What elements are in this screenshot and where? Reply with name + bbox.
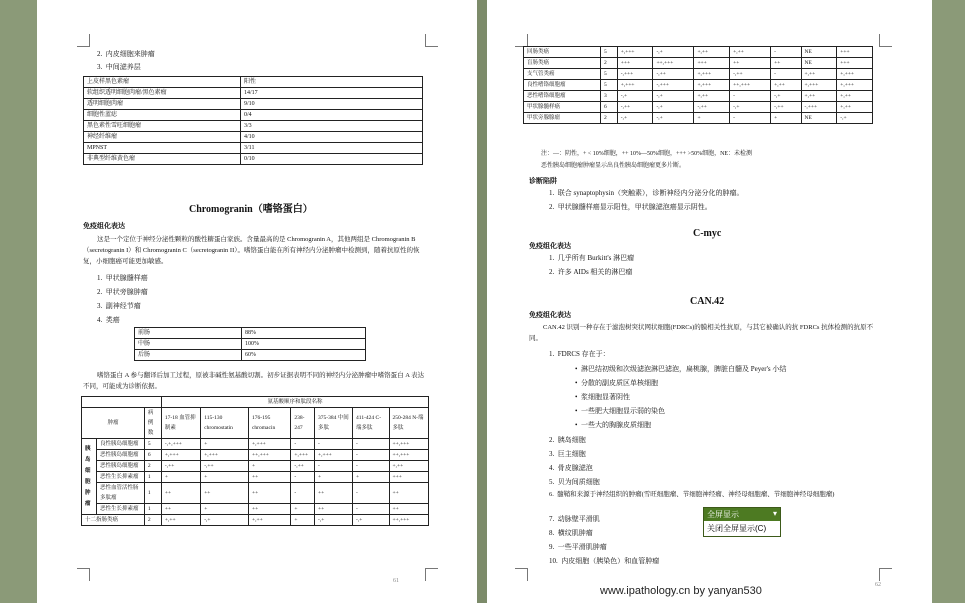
- table-cell: MPNST: [84, 143, 241, 154]
- table-cell: 阳性: [241, 77, 423, 88]
- table-cell: ++: [314, 504, 352, 515]
- list-item: 9. 一些平滑肌肿瘤: [549, 543, 607, 551]
- table-cell: -,++: [653, 69, 694, 80]
- table-cell: NE: [801, 113, 837, 124]
- table-row: [82, 461, 429, 472]
- list-item: 4. 类癌: [97, 316, 120, 324]
- table-cell: 恶性嗜铬细胞瘤: [524, 91, 601, 102]
- table-header-cell: 病例数: [144, 408, 161, 439]
- paragraph: 嗜铬蛋白 A 参与翻译后加工过程，原被非碱性氨基酸切割。初步证据表明不同的神经内分泌肿瘤中嗜铬蛋白 A 表达不同，可能成为诊断依据。: [83, 372, 425, 390]
- table-cell: +,+++: [617, 80, 653, 91]
- table-cell: +++: [694, 58, 730, 69]
- table-cell: ++: [248, 472, 290, 483]
- table-cell: +: [248, 461, 290, 472]
- table-cell: 黑色素性雪旺细胞瘤: [84, 121, 241, 132]
- table-cell: -,++: [201, 461, 249, 472]
- list-item: 4. 骨皮腺滤泡: [549, 464, 593, 472]
- table-cell: -: [353, 461, 389, 472]
- table-cell: -,++: [617, 102, 653, 113]
- table-cell: 甲状旁腺腺瘤: [524, 113, 601, 124]
- table-row: [82, 483, 429, 504]
- table-cell: -: [353, 450, 389, 461]
- table-cell: NE: [801, 47, 837, 58]
- table-cell: -,++: [730, 69, 771, 80]
- table-cell: +,+++: [801, 80, 837, 91]
- table-cell: -,+: [730, 102, 771, 113]
- section-title: CAN.42: [690, 296, 725, 307]
- table-row: [524, 113, 873, 124]
- table-cell: +,++: [694, 47, 730, 58]
- table-cell: 2: [601, 113, 618, 124]
- table-cell: ++: [389, 483, 429, 504]
- table-cell: +: [161, 472, 200, 483]
- table-cell: 0/10: [241, 154, 423, 165]
- table-cell: -: [353, 439, 389, 450]
- table-row: [135, 328, 366, 339]
- table-cell: ++: [201, 483, 249, 504]
- table-cell: +++: [389, 472, 429, 483]
- table-cell: +,+++: [617, 47, 653, 58]
- table-cell: -: [291, 472, 315, 483]
- table-cell: 十二指肠类癌: [82, 515, 145, 526]
- table-cell: -,+: [653, 113, 694, 124]
- table-row: [84, 154, 423, 165]
- crop-mark: [879, 568, 892, 581]
- table-row: [524, 58, 873, 69]
- table-cell: 恶性胰岛细胞瘤: [97, 461, 145, 472]
- table-cell: -,+: [617, 113, 653, 124]
- table-cell: 中肠: [135, 339, 242, 350]
- table-cell: -: [730, 91, 771, 102]
- table-cell: +,++: [389, 461, 429, 472]
- table-cell: -,+: [771, 91, 801, 102]
- section-heading: 免疫组化表达: [529, 242, 571, 250]
- paragraph: CAN.42 识别一种存在于滤泡树突状网状细胞(FDRCs)的膜相关性抗原，与其它被确认的抗 FDRCs 抗体检测的抗原不同。: [529, 324, 874, 342]
- table-row: [84, 143, 423, 154]
- table-cell: 前肠: [135, 328, 242, 339]
- table-cell: +: [291, 504, 315, 515]
- table-cell: 后肠: [135, 350, 242, 361]
- table-cell: -,++: [694, 102, 730, 113]
- table-cell: 0/4: [241, 110, 423, 121]
- table-cell: ++: [314, 483, 352, 504]
- table-cell: 100%: [242, 339, 366, 350]
- table-row: [84, 121, 423, 132]
- table-cell: 2: [144, 515, 161, 526]
- table-cell: -,+++: [617, 69, 653, 80]
- list-item: 5. 贝为间质细胞: [549, 478, 600, 486]
- table-cell: -: [353, 504, 389, 515]
- table-cell: 3/3: [241, 121, 423, 132]
- crop-mark: [77, 34, 90, 47]
- table-cell: 良性胰岛细胞瘤: [97, 439, 145, 450]
- table-group-cell: 胰岛细胞肿瘤: [82, 439, 97, 515]
- table-cell: NE: [801, 58, 837, 69]
- table-cell: 恶性生长抑素瘤: [97, 472, 145, 483]
- left-page[interactable]: [37, 0, 477, 603]
- table-cell: 上皮样黑色素瘤: [84, 77, 241, 88]
- table-cell: 3: [601, 91, 618, 102]
- table-cell: 支气管类癌: [524, 69, 601, 80]
- table-cell: +,++: [248, 515, 290, 526]
- table-cell: +++: [837, 58, 873, 69]
- table-cell: +,+++: [837, 69, 873, 80]
- table-cell: +,+++: [837, 80, 873, 91]
- table-cell: 5: [601, 47, 618, 58]
- list-item: 10. 内皮细胞（胰染色）和血管肿瘤: [549, 557, 660, 565]
- bullet-item: • 分散的副皮质区单核细胞: [575, 379, 658, 387]
- table-cell: 恶性血管活性肠多肽瘤: [97, 483, 145, 504]
- table-header-cell: 375-384 中间多肽: [314, 408, 352, 439]
- table-cell: 6: [601, 102, 618, 113]
- table-cell: +,+++: [248, 439, 290, 450]
- table-cell: 盲肠类癌: [524, 58, 601, 69]
- table-cell: ++: [389, 504, 429, 515]
- list-item: 2. 许多 AIDs 相关的淋巴瘤: [549, 268, 633, 276]
- table-cell: -,+: [653, 102, 694, 113]
- table-cell: -,+++: [801, 102, 837, 113]
- table-row: [84, 132, 423, 143]
- table-note: 恶性胰岛细胞瘤肿瘤显示出良性胰岛细胞瘤更多片断。: [541, 163, 686, 169]
- table-header-cell: 250-284 N-端多肽: [389, 408, 429, 439]
- table-cell: 软组织透明细胞肉瘤/黑色素瘤: [84, 88, 241, 99]
- table-header-cell: 氨基酸顺序和肽段名称: [161, 397, 428, 408]
- carcinoid-table: [134, 327, 366, 361]
- page-number: 61: [393, 578, 399, 584]
- section-title: Chromogranin（嗜铬蛋白）: [189, 204, 313, 215]
- table-cell: +: [201, 472, 249, 483]
- table-cell: +: [314, 472, 352, 483]
- table-cell: 非典型纤维黄色瘤: [84, 154, 241, 165]
- section-heading: 免疫组化表达: [83, 222, 125, 230]
- table-row: [82, 397, 429, 408]
- table-cell: -: [291, 483, 315, 504]
- section-heading: 诊断陷阱: [529, 177, 557, 185]
- table-cell: ++: [161, 483, 200, 504]
- peptide-table-continued: [523, 46, 873, 124]
- menu-title-fullscreen[interactable]: [704, 508, 780, 521]
- section-heading: 免疫组化表达: [529, 311, 571, 319]
- table-cell: 88%: [242, 328, 366, 339]
- table-cell: -: [771, 69, 801, 80]
- table-cell: 5: [144, 439, 161, 450]
- table-row: [82, 472, 429, 483]
- crop-mark: [425, 34, 438, 47]
- table-cell: 60%: [242, 350, 366, 361]
- marker-table: [83, 76, 423, 165]
- list-item: 1. FDRCS 存在于：: [549, 350, 610, 358]
- table-cell: ++: [730, 58, 771, 69]
- table-cell: 5: [601, 69, 618, 80]
- table-cell: 恶性胰岛细胞瘤: [97, 450, 145, 461]
- table-row: [82, 515, 429, 526]
- table-cell: ++,+++: [248, 450, 290, 461]
- page-gutter: [477, 0, 487, 603]
- bullet-item: • 淋巴结初级和次级滤泡淋巴滤泡，扁桃腺，脾脏白髓及 Peyer's 小结: [575, 365, 787, 373]
- table-cell: +,+++: [161, 450, 200, 461]
- table-cell: -: [353, 483, 389, 504]
- table-header-cell: 238-247: [291, 408, 315, 439]
- list-item: 7. 动脉壁平滑肌: [549, 515, 600, 523]
- table-cell: +,++: [161, 515, 200, 526]
- table-cell: +: [771, 113, 801, 124]
- table-row: [524, 80, 873, 91]
- table-row: [82, 504, 429, 515]
- table-cell: 4/10: [241, 132, 423, 143]
- bullet-item: • 一些肥大细胞显示弱的染色: [575, 407, 665, 415]
- table-cell: +,+++: [201, 450, 249, 461]
- table-row: [84, 88, 423, 99]
- table-header-cell: 411-424 C-端多肽: [353, 408, 389, 439]
- table-cell: -: [771, 47, 801, 58]
- list-item: 3. 副神经节瘤: [97, 302, 141, 310]
- table-cell: 2: [144, 461, 161, 472]
- table-cell: ++,+++: [389, 450, 429, 461]
- table-cell: 神经纤维瘤: [84, 132, 241, 143]
- list-item: 2. 甲状腺髓样癌显示阳性，甲状腺滤泡癌显示阴性。: [549, 203, 712, 211]
- table-cell: -,+++: [653, 80, 694, 91]
- list-item: 1. 联合 synaptophysin（突触素），诊断神经内分泌分化的肿瘤。: [549, 189, 744, 197]
- table-cell: 1: [144, 472, 161, 483]
- fullscreen-context-menu[interactable]: [703, 507, 781, 537]
- table-cell: 6: [144, 450, 161, 461]
- table-cell: +++: [837, 47, 873, 58]
- table-cell: +: [291, 515, 315, 526]
- table-cell: 5: [601, 80, 618, 91]
- table-cell: -,++: [771, 102, 801, 113]
- table-cell: 14/17: [241, 88, 423, 99]
- table-cell: -,+,+++: [161, 439, 200, 450]
- list-item: 2. 甲状旁腺肿瘤: [97, 288, 148, 296]
- table-cell: +: [201, 504, 249, 515]
- menu-item-close-fullscreen[interactable]: 关闭全屏显示(C): [707, 524, 767, 533]
- table-cell: -,+: [201, 515, 249, 526]
- crop-mark: [515, 568, 528, 581]
- list-item: 2. 内皮细胞来肿瘤: [97, 50, 155, 58]
- table-row: [84, 77, 423, 88]
- table-cell: ++,+++: [389, 439, 429, 450]
- table-cell: +,++: [771, 80, 801, 91]
- crop-mark: [425, 568, 438, 581]
- table-cell: -: [291, 439, 315, 450]
- menu-title-label: 全屏显示: [707, 510, 739, 519]
- table-cell: +: [353, 472, 389, 483]
- table-row: [524, 102, 873, 113]
- paragraph: 这是一个定位于神经分泌性颗粒的酸性糖蛋白家族。含量最高的是 Chromogranin A，其他两组是 Chromogranin B（secretogranin I）和 Chromogranin C（secretogranin II）。嗜铬蛋白能在所有神经内分泌肿瘤中检测到，随着抗原性的恢复，小细胞癌可能更加敏感。: [83, 236, 420, 265]
- table-cell: -,+: [353, 515, 389, 526]
- table-cell: -: [730, 113, 771, 124]
- table-cell: ++: [248, 504, 290, 515]
- table-cell: 2: [601, 58, 618, 69]
- table-cell: 回肠类癌: [524, 47, 601, 58]
- table-header-cell: 肿瘤: [82, 408, 145, 439]
- table-row: [82, 408, 429, 439]
- table-cell: 3/11: [241, 143, 423, 154]
- table-cell: -,++: [161, 461, 200, 472]
- table-cell: +,+++: [291, 450, 315, 461]
- table-cell: ++,+++: [389, 515, 429, 526]
- table-row: [524, 69, 873, 80]
- bullet-item: • 一些大的胸腺皮质细胞: [575, 421, 651, 429]
- table-cell: -,+: [617, 91, 653, 102]
- list-item: 3. 中间滤养层: [97, 63, 141, 71]
- table-cell: +,++: [837, 91, 873, 102]
- list-item: 6. 髓鞘和来源于神经组织的肿瘤(雪旺细胞瘤、节细胞神经瘤、神经母细胞瘤、节细胞神经母细胞瘤): [549, 491, 835, 498]
- table-cell: -: [314, 461, 352, 472]
- list-item: 2. 胰岛细胞: [549, 436, 586, 444]
- table-cell: ++: [771, 58, 801, 69]
- table-row: [82, 439, 429, 450]
- crop-mark: [77, 568, 90, 581]
- dropdown-arrow-icon: ▾: [772, 509, 777, 518]
- table-cell: +,+++: [694, 69, 730, 80]
- table-note: 注：—：阴性，+ < 10%细胞，++ 10%—50%细胞，+++ >50%细胞，NE：未检测: [541, 151, 753, 157]
- table-row: [84, 110, 423, 121]
- table-cell: -,++: [291, 461, 315, 472]
- table-cell: +,++: [801, 91, 837, 102]
- table-cell: +,++: [730, 47, 771, 58]
- table-cell: 9/10: [241, 99, 423, 110]
- section-title: C-myc: [693, 228, 722, 239]
- table-cell: +,+++: [694, 80, 730, 91]
- table-cell: 良性嗜铬细胞瘤: [524, 80, 601, 91]
- table-cell: +,++: [801, 69, 837, 80]
- table-cell: ++,+++: [653, 58, 694, 69]
- table-header-cell: 17-18 血管抑制素: [161, 408, 200, 439]
- table-row: [84, 99, 423, 110]
- crop-mark: [879, 34, 892, 47]
- table-cell: 细胞性蓝痣: [84, 110, 241, 121]
- table-row: [135, 339, 366, 350]
- table-cell: -,+: [837, 113, 873, 124]
- table-cell: [82, 397, 162, 408]
- table-cell: -,+: [653, 91, 694, 102]
- table-row: [135, 350, 366, 361]
- table-cell: 透明细胞肉瘤: [84, 99, 241, 110]
- table-cell: +,+++: [314, 450, 352, 461]
- table-cell: ++: [161, 504, 200, 515]
- table-cell: +,++: [694, 91, 730, 102]
- table-cell: -,+: [653, 47, 694, 58]
- page-number: 62: [875, 582, 881, 588]
- list-item: 3. 巨主细胞: [549, 450, 586, 458]
- watermark: www.ipathology.cn by yanyan530: [600, 585, 762, 597]
- table-row: [524, 91, 873, 102]
- table-cell: -,+: [314, 515, 352, 526]
- table-cell: -: [314, 439, 352, 450]
- table-cell: ++: [248, 483, 290, 504]
- peptide-table: [81, 396, 429, 526]
- table-row: [82, 450, 429, 461]
- table-header-cell: 176-195 chromacin: [248, 408, 290, 439]
- bullet-item: • 浆细胞显著阴性: [575, 393, 630, 401]
- table-header-cell: 115-130 chromostatin: [201, 408, 249, 439]
- table-cell: +: [694, 113, 730, 124]
- table-cell: +: [201, 439, 249, 450]
- table-cell: 恶性生长抑素瘤: [97, 504, 145, 515]
- table-cell: 1: [144, 483, 161, 504]
- table-row: [524, 47, 873, 58]
- table-cell: 1: [144, 504, 161, 515]
- list-item: 1. 几乎所有 Burkitt's 淋巴瘤: [549, 254, 635, 262]
- list-item: 8. 横纹肌肿瘤: [549, 529, 593, 537]
- table-cell: 甲状腺髓样癌: [524, 102, 601, 113]
- list-item: 1. 甲状腺髓样癌: [97, 274, 148, 282]
- table-cell: +,++: [837, 102, 873, 113]
- table-cell: ++,+++: [730, 80, 771, 91]
- table-cell: +++: [617, 58, 653, 69]
